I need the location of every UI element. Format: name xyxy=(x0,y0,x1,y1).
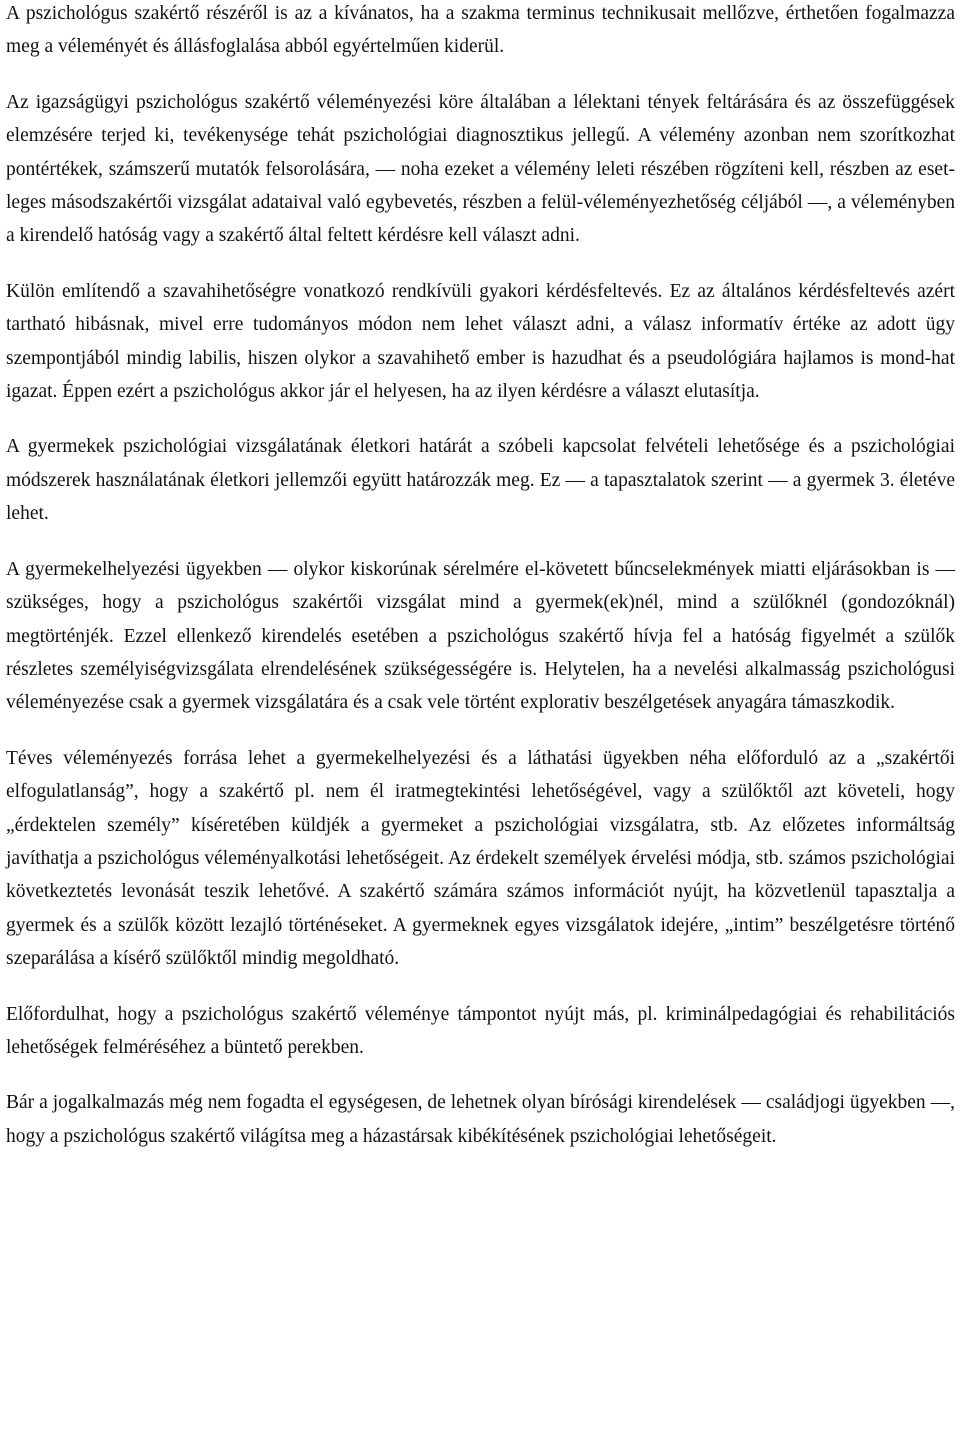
paragraph-7: Előfordulhat, hogy a pszichológus szakértő véleménye támpontot nyújt más, pl. kriminálpedagógiai és rehabilitációs lehetőségek felméréséhez a büntető perekben. xyxy=(6,1003,955,1058)
paragraph-5: A gyermekelhelyezési ügyekben — olykor kiskorúnak sérelmére el-követett bűncselekmények miatti eljárásokban is — szükséges, hogy a pszichológus szakértői vizsgálat mind a gyermek(ek)nél, mind a szülőknél (gondozóknál) megtörténjék. Ezzel ellenkező kirendelés esetében a pszichológus szakértő hívja fel a hatóság figyelmét a szülők részletes személyiségvizsgálata elrendelésének szükségességére is. Helytelen, ha a nevelési alkalmasság pszichológusi véleményezése csak a gyermek vizsgálatára és a csak vele történt explorativ beszélgetések anyagára támaszkodik. xyxy=(6,558,955,714)
paragraph-1: A pszichológus szakértő részéről is az a kívánatos, ha a szakma terminus technikusait mellőzve, érthetően fogalmazza meg a véleményét és állásfoglalása abból egyértelműen kiderül. xyxy=(6,3,955,58)
paragraph-3: Külön említendő a szavahihetőségre vonatkozó rendkívüli gyakori kérdésfeltevés. Ez az általános kérdésfeltevés azért tartható hibásnak, mivel erre tudományos módon nem lehet választ adni, a válasz informatív értéke az adott ügy szempontjából mindig labilis, hiszen olykor a szavahihető ember is hazudhat és a pseudológiára hajlamos is mond-hat igazat. Éppen ezért a pszichológus akkor jár el helyesen, ha az ilyen kérdésre a választ elutasítja. xyxy=(6,280,955,403)
paragraph-4: A gyermekek pszichológiai vizsgálatának életkori határát a szóbeli kapcsolat felvételi lehetősége és a pszichológiai módszerek használatának életkori jellemzői együtt határozzák meg. Ez — a tapasztalatok szerint — a gyermek 3. életéve lehet. xyxy=(6,436,955,525)
paragraph-6: Téves véleményezés forrása lehet a gyermekelhelyezési és a láthatási ügyekben néha előforduló az a „szakértői elfogulatlanság”, hogy a szakértő pl. nem él iratmegtekintési lehetőségével, vagy a szülőktől azt követeli, hogy „érdektelen személy” kíséretében küldjék a gyermeket a pszichológiai vizsgálatra, stb. Az előzetes informáltság javíthatja a pszichológus véleményalkotási lehetőségeit. Az érdekelt személyek érvelési módja, stb. számos pszichológiai következtetés levonását teszik lehetővé. A szakértő számára számos információt nyújt, ha közvetlenül tapasztalja a gyermek és a szülők között lezajló történéseket. A gyermeknek egyes vizsgálatok idejére, „intim” beszélgetésre történő szeparálása a kísérő szülőktől mindig megoldható. xyxy=(6,747,955,970)
document-body xyxy=(6,0,955,1153)
paragraph-2: Az igazságügyi pszichológus szakértő véleményezési köre általában a lélektani tények feltárására és az összefüggések elemzésére terjed ki, tevékenysége tehát pszichológiai diagnosztikus jellegű. A vélemény azonban nem szorítkozhat pontértékek, számszerű mutatók felsorolására, — noha ezeket a vélemény leleti részében rögzíteni kell, részben az eset-leges másodszakértői vizsgálat adataival való egybevetés, részben a felül-véleményezhetőség céljából —, a véleményben a kirendelő hatóság vagy a szakértő által feltett kérdésre kell választ adni. xyxy=(6,91,955,247)
paragraph-8: Bár a jogalkalmazás még nem fogadta el egységesen, de lehetnek olyan bírósági kirendelések — családjogi ügyekben —, hogy a pszichológus szakértő világítsa meg a házastársak kibékítésének pszichológiai lehetőségeit. xyxy=(6,1092,955,1147)
